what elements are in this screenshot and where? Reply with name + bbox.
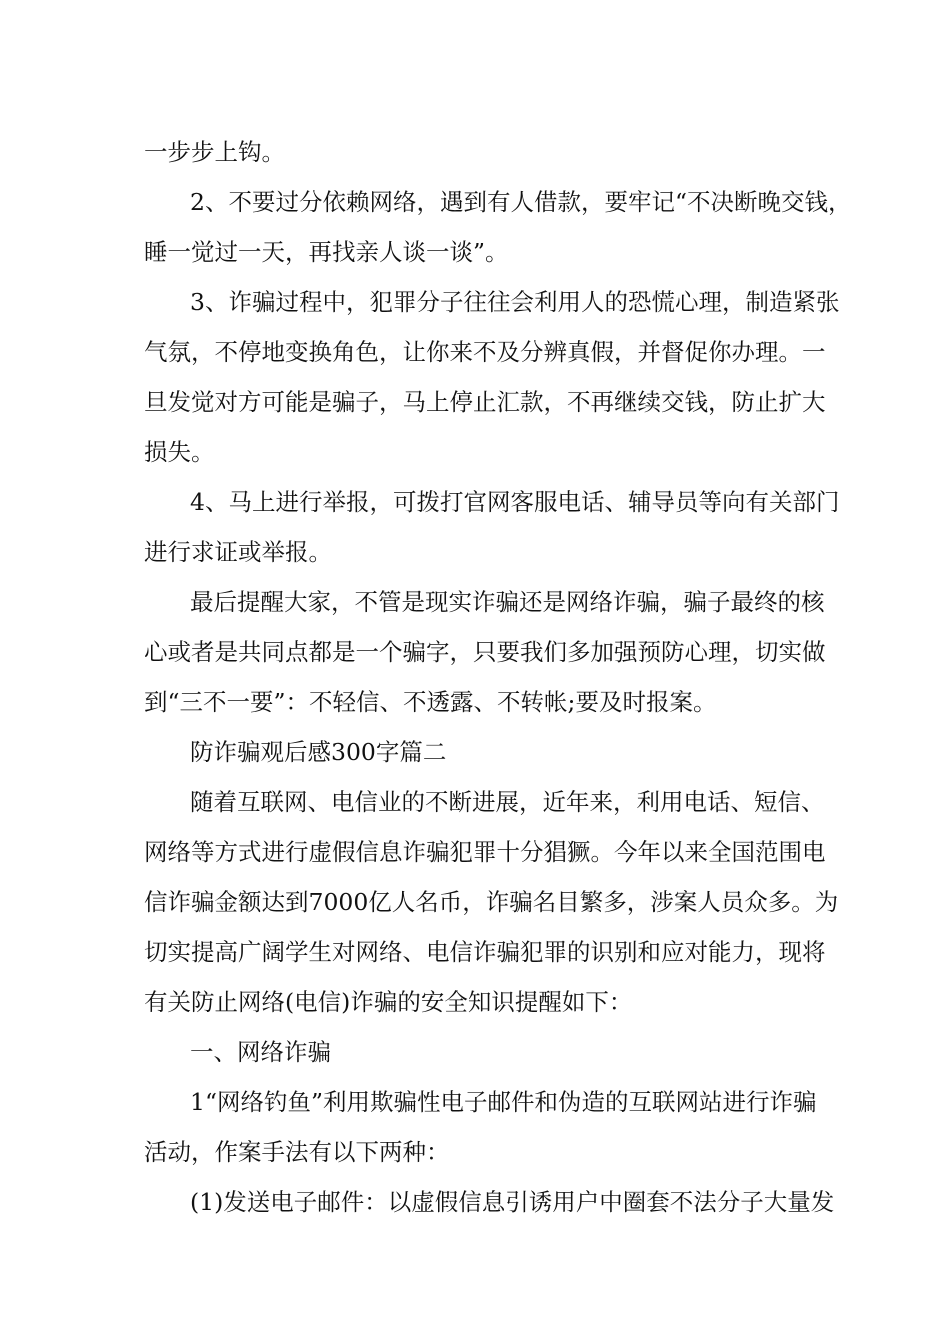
text-line: 睡一觉过一天，再找亲人谈一谈”。 — [144, 238, 509, 266]
section-heading: 防诈骗观后感300字篇二 — [190, 738, 447, 766]
text-line: 最后提醒大家，不管是现实诈骗还是网络诈骗，骗子最终的核 — [190, 588, 825, 616]
text-line: (1)发送电子邮件：以虚假信息引诱用户中圈套不法分子大量发 — [190, 1188, 835, 1216]
text-line: 随着互联网、电信业的不断进展，近年来，利用电话、短信、 — [190, 788, 825, 816]
text-line: 旦发觉对方可能是骗子，马上停止汇款，不再继续交钱，防止扩大 — [144, 388, 826, 416]
text-line: 有关防止网络(电信)诈骗的安全知识提醒如下： — [144, 988, 633, 1016]
text-line: 4、马上进行举报，可拨打官网客服电话、辅导员等向有关部门 — [190, 488, 840, 516]
text-line: 心或者是共同点都是一个骗字，只要我们多加强预防心理，切实做 — [144, 638, 826, 666]
text-line: 进行求证或举报。 — [144, 538, 332, 566]
text-line: 切实提高广阔学生对网络、电信诈骗犯罪的识别和应对能力，现将 — [144, 938, 826, 966]
section-heading: 一、网络诈骗 — [190, 1038, 331, 1066]
text-line: 气氛，不停地变换角色，让你来不及分辨真假，并督促你办理。一 — [144, 338, 826, 366]
text-line: 3、诈骗过程中，犯罪分子往往会利用人的恐慌心理，制造紧张 — [190, 288, 840, 316]
text-line: 到“三不一要”：不轻信、不透露、不转帐;要及时报案。 — [144, 688, 717, 716]
text-line: 网络等方式进行虚假信息诈骗犯罪十分猖獗。今年以来全国范围电 — [144, 838, 826, 866]
text-line: 1“网络钓鱼”利用欺骗性电子邮件和伪造的互联网站进行诈骗 — [190, 1088, 817, 1116]
text-line: 活动，作案手法有以下两种： — [144, 1138, 450, 1166]
text-line: 2、不要过分依赖网络，遇到有人借款，要牢记“不决断晚交钱， — [190, 188, 852, 216]
text-line: 一步步上钩。 — [144, 138, 285, 166]
text-line: 损失。 — [144, 438, 215, 466]
text-line: 信诈骗金额达到7000亿人名币，诈骗名目繁多，涉案人员众多。为 — [144, 888, 839, 916]
